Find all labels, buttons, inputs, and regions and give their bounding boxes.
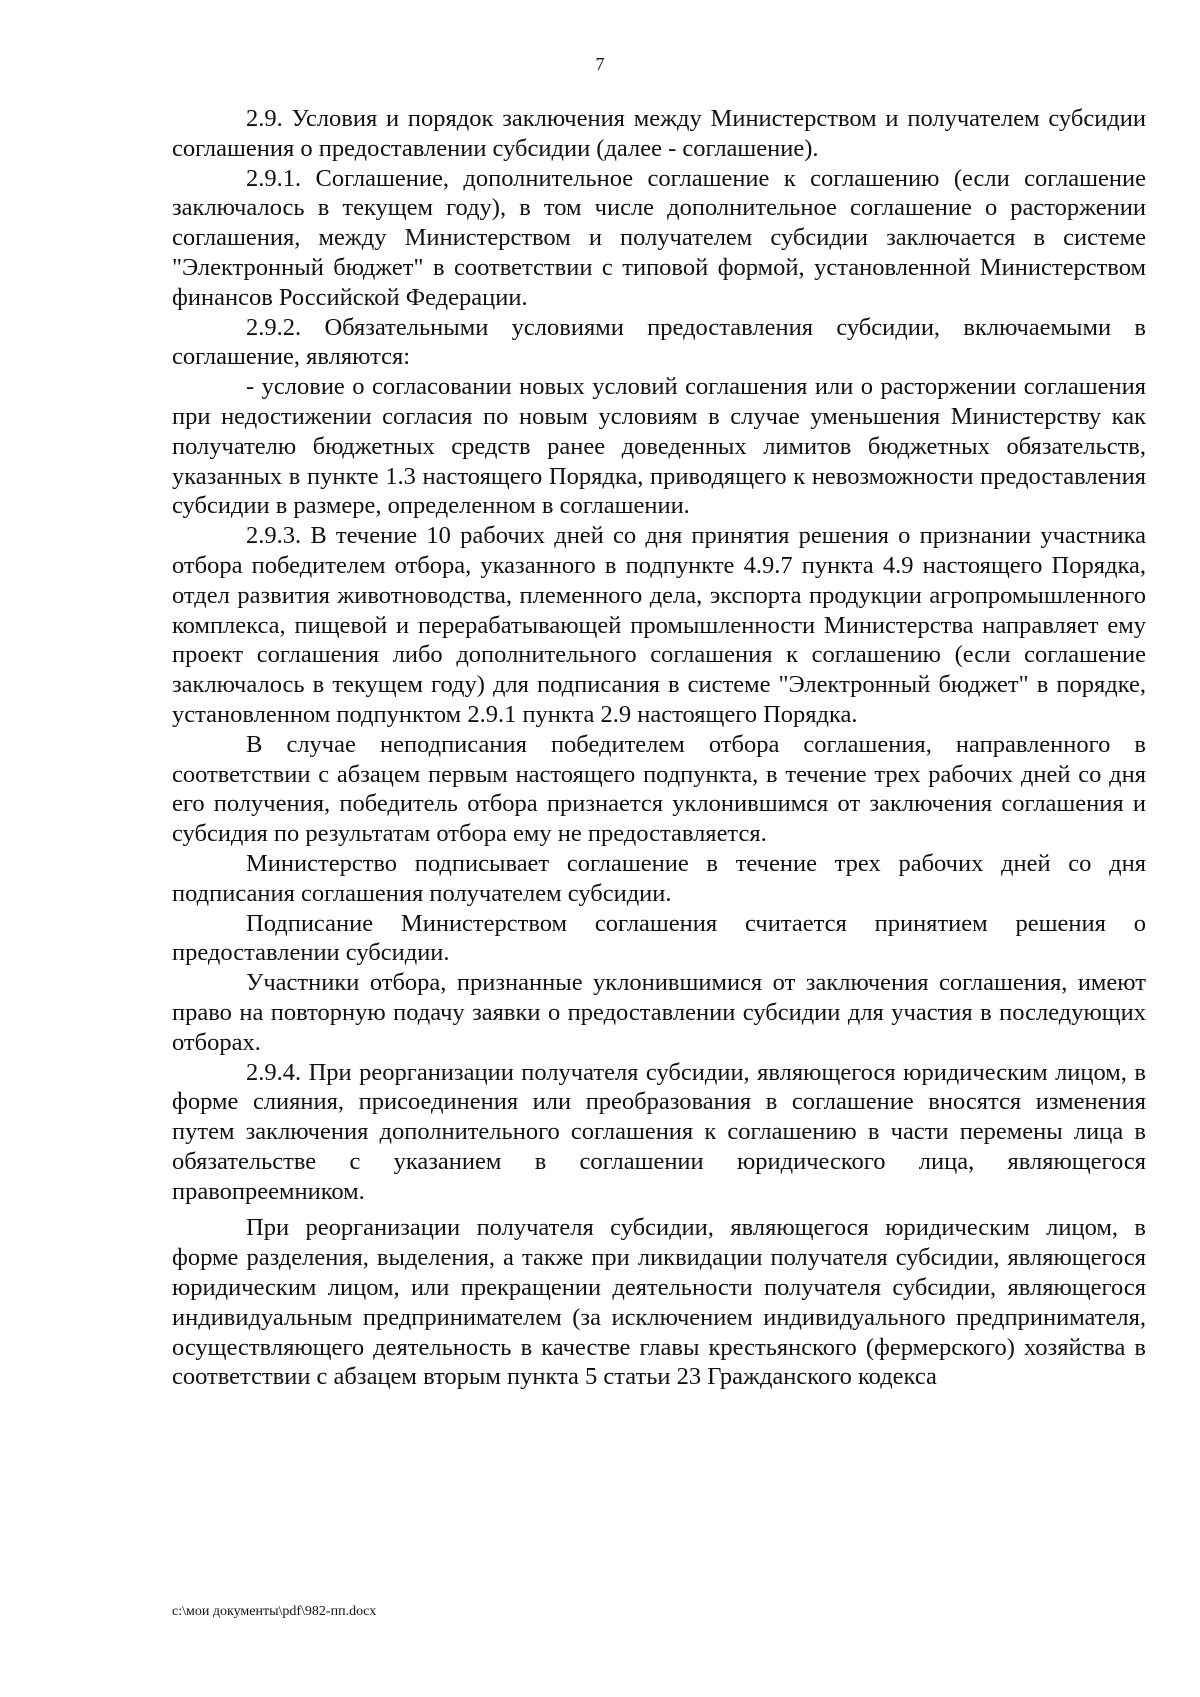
paragraph-ministry-signs: Министерство подписывает соглашение в течение трех рабочих дней со дня подписания соглашения получателем субсидии. [172, 849, 1146, 907]
document-body [172, 104, 1146, 1392]
page-number: 7 [595, 54, 605, 74]
footer-file-path: c:\мои документы\pdf\982-пп.docx [172, 1604, 377, 1619]
paragraph-unsigned-case: В случае неподписания победителем отбора соглашения, направленного в соответствии с абзацем первым настоящего подпункта, в течение трех рабочих дней со дня его получения, победитель отбора признается уклонившимся от заключения соглашения и субсидия по результатам отбора ему не предоставляется. [172, 730, 1146, 848]
paragraph-2-9-3: 2.9.3. В течение 10 рабочих дней со дня принятия решения о признании участника отбора победителем отбора, указанного в подпункте 4.9.7 пункта 4.9 настоящего Порядка, отдел развития животноводства, племенного дела, экспорта продукции агропромышленного комплекса, пищевой и перерабатывающей промышленности Министерства направляет ему проект соглашения либо дополнительного соглашения к соглашению (если соглашение заключалось в текущем году) для подписания в системе "Электронный бюджет" в порядке, установленном подпунктом 2.9.1 пункта 2.9 настоящего Порядка. [172, 522, 1146, 728]
paragraph-condition-item: - условие о согласовании новых условий соглашения или о расторжении соглашения при недостижении согласия по новым условиям в случае уменьшения Министерству как получателю бюджетных средств ранее доведенных лимитов бюджетных обязательств, указанных в пункте 1.3 настоящего Порядка, приводящего к невозможности предоставления субсидии в размере, определенном в соглашении. [172, 373, 1146, 520]
paragraph-2-9-4: 2.9.4. При реорганизации получателя субсидии, являющегося юридическим лицом, в форме слияния, присоединения или преобразования в соглашение вносятся изменения путем заключения дополнительного соглашения к соглашению в части перемены лица в обязательстве с указанием в соглашении юридического лица, являющегося правопреемником. [172, 1058, 1146, 1205]
paragraph-2-9: 2.9. Условия и порядок заключения между Министерством и получателем субсидии соглашения о предоставлении субсидии (далее - соглашение). [172, 105, 1146, 162]
paragraph-2-9-2: 2.9.2. Обязательными условиями предоставления субсидии, включаемыми в соглашение, являются: [172, 313, 1146, 371]
paragraph-signing-decision: Подписание Министерством соглашения считается принятием решения о предоставлении субсидии. [172, 909, 1146, 967]
paragraph-2-9-1: 2.9.1. Соглашение, дополнительное соглашение к соглашению (если соглашение заключалось в текущем году), в том числе дополнительное соглашение о расторжении соглашения, между Министерством и получателем субсидии заключается в системе "Электронный бюджет" в соответствии с типовой формой, установленной Министерством финансов Российской Федерации. [172, 164, 1146, 311]
paragraph-reorganization: При реорганизации получателя субсидии, являющегося юридическим лицом, в форме разделения, выделения, а также при ликвидации получателя субсидии, являющегося юридическим лицом, или прекращении деятельности получателя субсидии, являющегося индивидуальным предпринимателем (за исключением индивидуального предпринимателя, осуществляющего деятельность в качестве главы крестьянского (фермерского) хозяйства в соответствии с абзацем вторым пункта 5 статьи 23 Гражданского кодекса [172, 1214, 1146, 1391]
paragraph-evaders-right: Участники отбора, признанные уклонившимися от заключения соглашения, имеют право на повторную подачу заявки о предоставлении субсидии для участия в последующих отборах. [172, 969, 1146, 1056]
